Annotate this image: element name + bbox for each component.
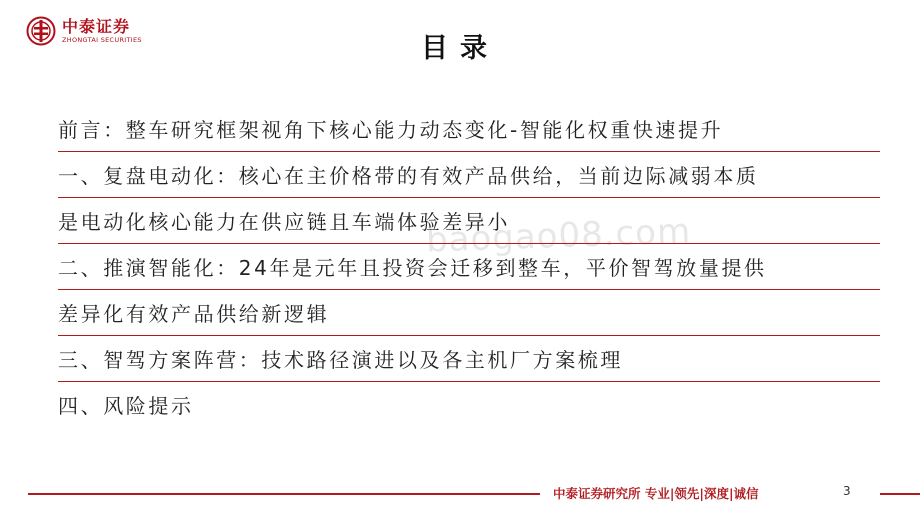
toc-line-section-2-cont: 差异化有效产品供给新逻辑 [58, 290, 880, 336]
page-number: 3 [843, 484, 851, 498]
footer-divider [28, 493, 540, 495]
page-title: 目录 [421, 33, 499, 64]
footer-slogan: 中泰证券研究所 专业|领先|深度|诚信 [553, 486, 759, 501]
watermark: baogao08.com [425, 211, 692, 261]
toc-line-preface: 前言：整车研究框架视角下核心能力动态变化-智能化权重快速提升 [58, 106, 880, 152]
brand-name-cn: 中泰证券 [62, 17, 131, 36]
brand-name-en: ZHONGTAI SECURITIES [62, 36, 142, 44]
toc-line-section-1: 一、复盘电动化：核心在主价格带的有效产品供给，当前边际减弱本质 [58, 152, 880, 198]
footer-corner-divider [880, 493, 920, 495]
toc-line-section-1-cont: 是电动化核心能力在供应链且车端体验差异小 [58, 198, 880, 244]
toc-line-section-3: 三、智驾方案阵营：技术路径演进以及各主机厂方案梳理 [58, 336, 880, 382]
table-of-contents [58, 106, 880, 428]
toc-line-section-2: 二、推演智能化：24年是元年且投资会迁移到整车，平价智驾放量提供 [58, 244, 880, 290]
toc-line-section-4: 四、风险提示 [58, 394, 194, 418]
